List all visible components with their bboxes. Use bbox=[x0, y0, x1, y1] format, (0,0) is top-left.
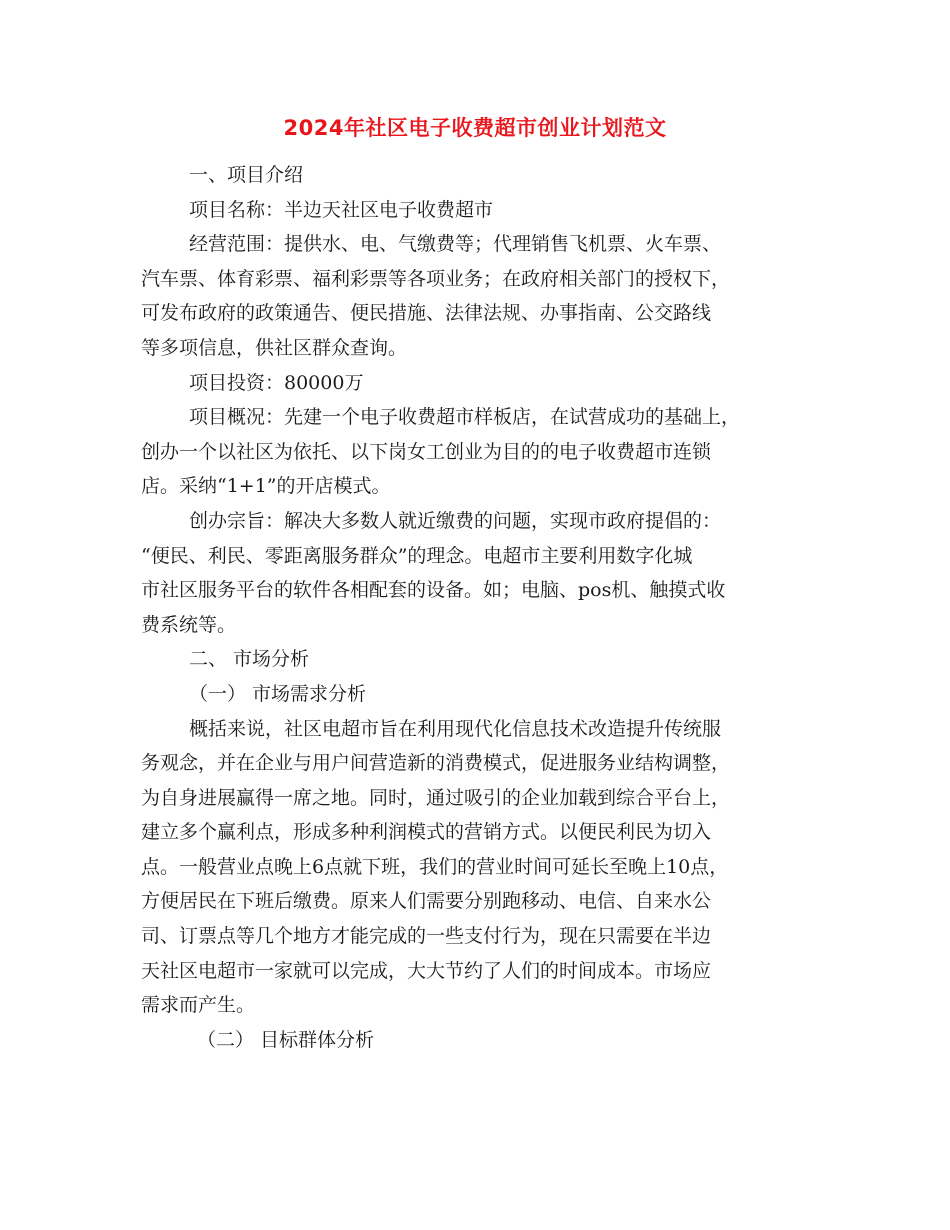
text-line: 需求而产生。 bbox=[141, 994, 256, 1017]
paragraph bbox=[141, 158, 811, 193]
text-line: （一） 市场需求分析 bbox=[189, 682, 367, 705]
text-line: 概括来说，社区电超市旨在利用现代化信息技术改造提升传统服 bbox=[189, 717, 722, 740]
paragraph bbox=[141, 227, 811, 365]
paragraph bbox=[141, 1023, 811, 1058]
text-line: 点。一般营业点晚上6点就下班，我们的营业时间可延长至晚上10点， bbox=[141, 855, 729, 878]
text-line: 汽车票、体育彩票、福利彩票等各项业务；在政府相关部门的授权下， bbox=[141, 267, 731, 290]
paragraph bbox=[141, 642, 811, 677]
text-line: “便民、利民、零距离服务群众”的理念。电超市主要利用数字化城 bbox=[141, 544, 693, 567]
document-body bbox=[141, 158, 811, 1057]
text-line: 项目名称：半边天社区电子收费超市 bbox=[189, 198, 494, 221]
text-line: 二、 市场分析 bbox=[189, 648, 310, 671]
text-line: 创办宗旨：解决大多数人就近缴费的问题，实现市政府提倡的： bbox=[189, 509, 722, 532]
paragraph bbox=[141, 193, 811, 228]
text-line: 方便居民在下班后缴费。原来人们需要分别跑移动、电信、自来水公 bbox=[141, 890, 712, 913]
paragraph bbox=[141, 504, 811, 642]
text-line: 一、项目介绍 bbox=[189, 164, 304, 186]
text-line: 费系统等。 bbox=[141, 613, 237, 636]
paragraph bbox=[141, 400, 811, 504]
text-line: 司、订票点等几个地方才能完成的一些支付行为，现在只需要在半边 bbox=[141, 925, 712, 948]
text-line: 店。采纳“1+1”的开店模式。 bbox=[141, 475, 391, 498]
paragraph bbox=[141, 712, 811, 1023]
text-line: 经营范围：提供水、电、气缴费等；代理销售飞机票、火车票、 bbox=[189, 233, 722, 256]
text-line: 项目投资：80000万 bbox=[189, 371, 364, 394]
document-title: 2024年社区电子收费超市创业计划范文 bbox=[283, 116, 667, 140]
text-line: 等多项信息，供社区群众查询。 bbox=[141, 336, 408, 359]
text-line: 创办一个以社区为依托、以下岗女工创业为目的的电子收费超市连锁 bbox=[141, 440, 712, 463]
text-line: 为自身进展赢得一席之地。同时，通过吸引的企业加载到综合平台上， bbox=[141, 786, 731, 809]
text-line: 建立多个赢利点，形成多种利润模式的营销方式。以便民利民为切入 bbox=[141, 821, 712, 844]
text-line: 项目概况：先建一个电子收费超市样板店，在试营成功的基础上， bbox=[189, 406, 741, 429]
text-line: 天社区电超市一家就可以完成，大大节约了人们的时间成本。市场应 bbox=[141, 959, 712, 982]
paragraph bbox=[141, 677, 811, 712]
text-line: 可发布政府的政策通告、便民措施、法律法规、办事指南、公交路线 bbox=[141, 302, 712, 325]
text-line: 市社区服务平台的软件各相配套的设备。如；电脑、pos机、触摸式收 bbox=[141, 579, 726, 602]
text-line: （二） 目标群体分析 bbox=[197, 1028, 375, 1051]
text-line: 务观念，并在企业与用户间营造新的消费模式，促进服务业结构调整， bbox=[141, 752, 731, 775]
paragraph bbox=[141, 366, 811, 401]
